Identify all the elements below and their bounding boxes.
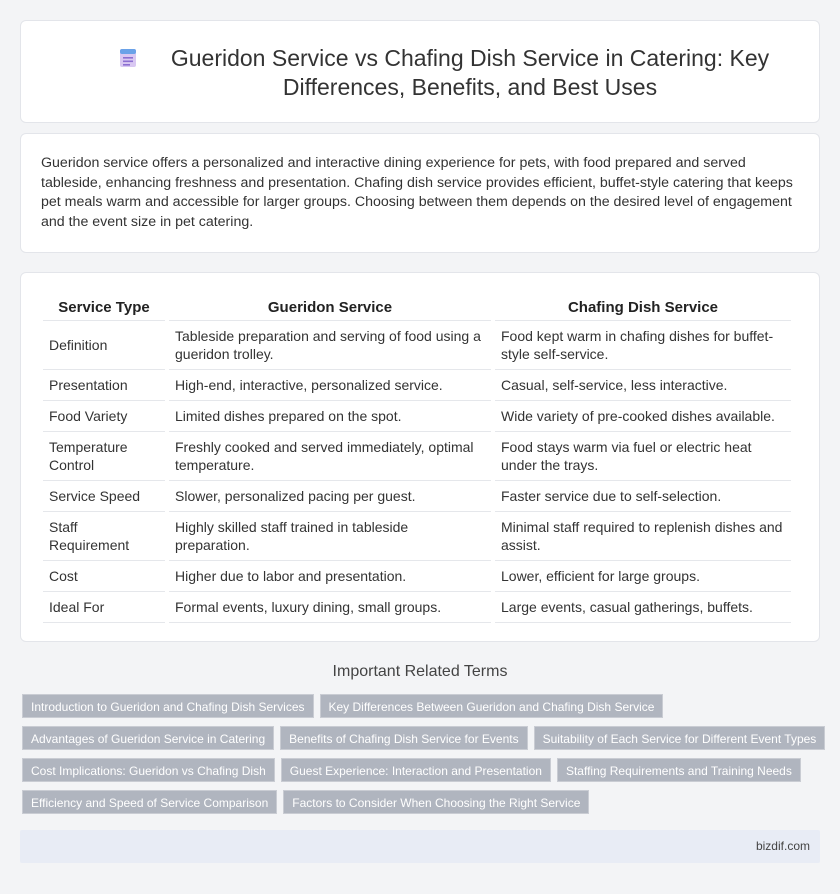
- chafing-dish-cell: Casual, self-service, less interactive.: [495, 370, 791, 401]
- row-label: Ideal For: [43, 592, 165, 623]
- intro-card: [20, 133, 820, 253]
- chafing-dish-cell: Lower, efficient for large groups.: [495, 561, 791, 592]
- related-term-tag[interactable]: Guest Experience: Interaction and Presentation: [281, 758, 551, 782]
- page-title: Gueridon Service vs Chafing Dish Service in Catering: Key Differences, Benefits, and Best Uses: [170, 45, 770, 100]
- gueridon-cell: Highly skilled staff trained in tableside preparation.: [169, 512, 491, 561]
- table-row: [43, 432, 791, 481]
- related-term-tag[interactable]: Advantages of Gueridon Service in Catering: [22, 726, 274, 750]
- footer: [20, 830, 820, 863]
- gueridon-cell: High-end, interactive, personalized service.: [169, 370, 491, 401]
- table-row: [43, 512, 791, 561]
- comparison-table: [39, 293, 795, 623]
- related-terms-heading: Important Related Terms: [332, 663, 508, 680]
- related-term-tag[interactable]: Efficiency and Speed of Service Comparison: [22, 790, 277, 814]
- document-icon: [117, 47, 139, 69]
- table-row: [43, 481, 791, 512]
- column-header-gueridon: Gueridon Service: [169, 293, 491, 321]
- row-label: Temperature Control: [43, 432, 165, 481]
- footer-site-link[interactable]: bizdif.com: [755, 839, 810, 853]
- related-terms-row: [22, 758, 822, 782]
- gueridon-cell: Tableside preparation and serving of food using a gueridon trolley.: [169, 321, 491, 370]
- gueridon-cell: Higher due to labor and presentation.: [169, 561, 491, 592]
- column-header-chafing-dish: Chafing Dish Service: [495, 293, 791, 321]
- table-row: [43, 561, 791, 592]
- related-term-tag[interactable]: Cost Implications: Gueridon vs Chafing Dish: [22, 758, 275, 782]
- row-label: Cost: [43, 561, 165, 592]
- table-row: [43, 401, 791, 432]
- related-term-tag[interactable]: Introduction to Gueridon and Chafing Dish Services: [22, 694, 314, 718]
- related-term-tag[interactable]: Staffing Requirements and Training Needs: [557, 758, 801, 782]
- row-label: Food Variety: [43, 401, 165, 432]
- chafing-dish-cell: Faster service due to self-selection.: [495, 481, 791, 512]
- table-row: [43, 370, 791, 401]
- related-term-tag[interactable]: Suitability of Each Service for Different Event Types: [534, 726, 826, 750]
- related-term-tag[interactable]: Factors to Consider When Choosing the Right Service: [283, 790, 589, 814]
- related-terms-row: [22, 790, 822, 814]
- related-term-tag[interactable]: Key Differences Between Gueridon and Chafing Dish Service: [320, 694, 664, 718]
- table-header-row: [43, 293, 791, 321]
- gueridon-cell: Slower, personalized pacing per guest.: [169, 481, 491, 512]
- gueridon-cell: Limited dishes prepared on the spot.: [169, 401, 491, 432]
- row-label: Staff Requirement: [43, 512, 165, 561]
- related-terms-list: [22, 694, 822, 822]
- row-label: Service Speed: [43, 481, 165, 512]
- related-terms-row: [22, 694, 822, 718]
- intro-paragraph: Gueridon service offers a personalized and interactive dining experience for pets, with food prepared and served tableside, enhancing freshness and presentation. Chafing dish service provides efficient, buffet-style catering that keeps pet meals warm and accessible for larger groups. Choosing between them depends on the desired level of engagement and the event size in pet catering.: [41, 155, 793, 230]
- related-term-tag[interactable]: Benefits of Chafing Dish Service for Events: [280, 726, 527, 750]
- title-card: [20, 20, 820, 123]
- row-label: Definition: [43, 321, 165, 370]
- gueridon-cell: Freshly cooked and served immediately, optimal temperature.: [169, 432, 491, 481]
- row-label: Presentation: [43, 370, 165, 401]
- chafing-dish-cell: Minimal staff required to replenish dishes and assist.: [495, 512, 791, 561]
- chafing-dish-cell: Large events, casual gatherings, buffets.: [495, 592, 791, 623]
- chafing-dish-cell: Wide variety of pre-cooked dishes available.: [495, 401, 791, 432]
- column-header-service-type: Service Type: [43, 293, 165, 321]
- comparison-table-card: [20, 272, 820, 642]
- related-terms-row: [22, 726, 822, 750]
- table-row: [43, 321, 791, 370]
- table-row: [43, 592, 791, 623]
- chafing-dish-cell: Food kept warm in chafing dishes for buffet-style self-service.: [495, 321, 791, 370]
- gueridon-cell: Formal events, luxury dining, small groups.: [169, 592, 491, 623]
- chafing-dish-cell: Food stays warm via fuel or electric heat under the trays.: [495, 432, 791, 481]
